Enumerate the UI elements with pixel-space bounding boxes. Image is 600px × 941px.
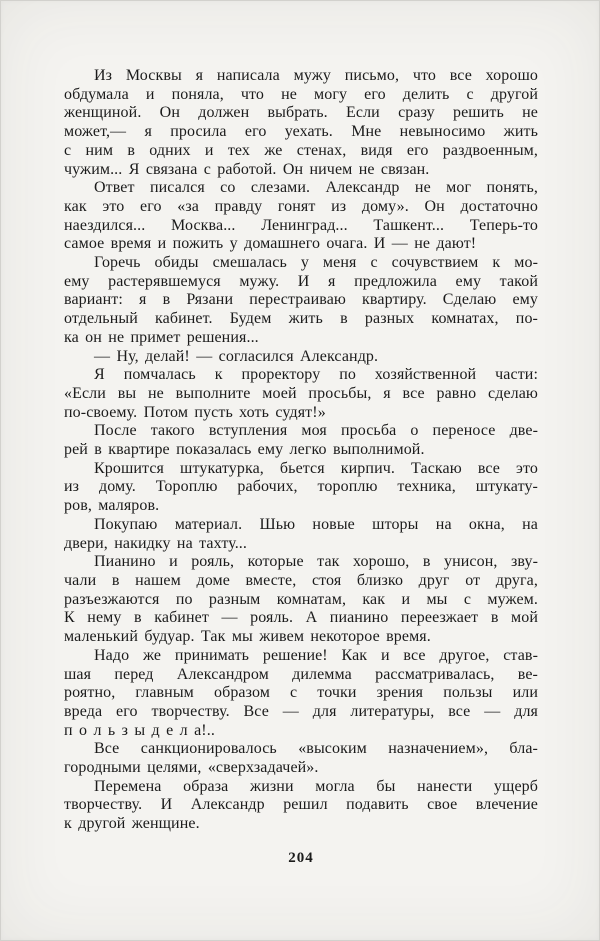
text-line: Крошится штукатурка, бьется кирпич. Таскаю все это <box>94 459 538 477</box>
text-line: рей в квартире показалась ему легко выполнимой. <box>64 441 425 459</box>
paragraph <box>64 740 538 777</box>
text-line: вреда его творчеству. Все — для литературы, все — для <box>64 702 538 720</box>
paragraph <box>64 516 538 553</box>
text-line: может,— я просила его уехать. Мне невыносимо жить <box>64 123 538 141</box>
text-line: Покупаю материал. Шью новые шторы на окна, на <box>94 515 538 533</box>
paragraph <box>64 460 538 516</box>
paragraph <box>64 67 538 179</box>
paragraph <box>64 778 538 834</box>
text-line: ров, маляров. <box>64 497 160 515</box>
text-line: Из Москвы я написала мужу письмо, что все хорошо <box>94 67 538 84</box>
text-line: наездился... Москва... Ленинград... Ташкент... Теперь-то <box>64 216 538 234</box>
text-line: К нему в кабинет — рояль. А пианино переезжает в мой <box>64 609 538 627</box>
paragraph <box>64 422 538 459</box>
text-line: Перемена образа жизни могла бы нанести ущерб <box>94 777 538 795</box>
text-line: «Если вы не выполните моей просьбы, я все равно сделаю <box>64 384 538 402</box>
text-line: к другой женщине. <box>64 815 200 833</box>
text-line: как это его «за правду гонят из дому». Он достаточно <box>64 197 538 215</box>
text-line: — Ну, делай! — согласился Александр. <box>94 347 379 365</box>
text-line: творчеству. И Александр решил подавить свое влечение <box>64 796 538 814</box>
text-line: по-своему. Потом пусть хоть судят!» <box>64 403 326 421</box>
text-line: городными целями, «сверхзадачей». <box>64 759 319 777</box>
text-line: Все санкционировалось «высоким назначением», бла- <box>94 740 538 758</box>
paragraph <box>64 647 538 741</box>
text-line: разъезжаются по разным комнатам, как и мы с мужем. <box>64 590 538 608</box>
text-line: п о л ь з ы д е л а!.. <box>64 721 215 739</box>
text-line: самое время и пожить у домашнего очага. И — не дают! <box>64 235 477 253</box>
text-line: Ответ писался со слезами. Александр не мог понять, <box>94 179 538 197</box>
text-line: ему растерявшемуся мужу. И я предложила ему такой <box>64 272 538 290</box>
text-line: обдумала и поняла, что не могу его делить с другой <box>64 85 538 103</box>
text-line: ка он не примет решения... <box>64 328 259 346</box>
paragraph <box>64 179 538 254</box>
text-line: Горечь обиды смешалась у меня с сочувствием к мо- <box>94 254 538 272</box>
text-line: двери, накидку на тахту... <box>64 534 248 552</box>
text-line: чали в нашем доме вместе, стоя близко друг от друга, <box>64 571 538 589</box>
text-line: отдельный кабинет. Будем жить в разных комнатах, по- <box>64 310 538 328</box>
text-block <box>64 67 538 834</box>
text-line: вариант: я в Рязани перестраиваю квартиру. Сделаю ему <box>64 291 538 309</box>
page-number: 204 <box>288 850 314 866</box>
text-line: Я помчалась к проректору по хозяйственной части: <box>94 366 538 384</box>
text-line: роятно, главным образом с точки зрения пользы или <box>64 684 538 702</box>
paragraph <box>64 254 538 348</box>
text-line: чужим... Я связана с работой. Он ничем не связан. <box>64 160 430 178</box>
text-line: с ним в одних и тех же стенах, видя его раздвоенным, <box>64 141 538 159</box>
text-line: шая перед Александром дилемма рассматривалась, ве- <box>64 665 538 683</box>
text-line: Надо же принимать решение! Как и все другое, став- <box>94 646 538 664</box>
paragraph <box>64 348 538 367</box>
text-line: После такого вступления моя просьба о переносе две- <box>94 422 538 440</box>
text-line: маленький будуар. Так мы живем некоторое время. <box>64 628 431 646</box>
text-line: женщиной. Он должен выбрать. Если сразу решить не <box>64 104 538 122</box>
paragraph <box>64 366 538 422</box>
text-line: из дому. Тороплю рабочих, тороплю техника, штукату- <box>64 478 538 496</box>
text-line: Пианино и рояль, которые так хорошо, в унисон, зву- <box>94 553 538 571</box>
paragraph <box>64 553 538 647</box>
